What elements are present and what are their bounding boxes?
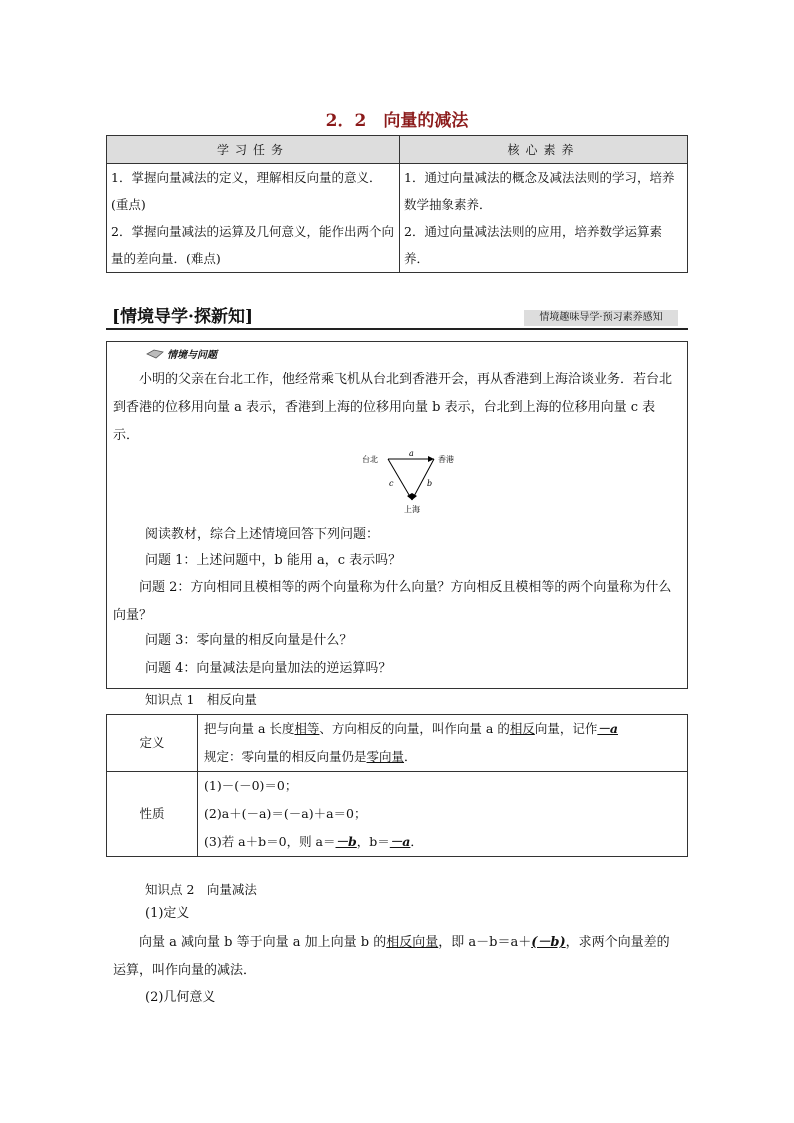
- subtopic-geometric-meaning: (2)几何意义: [145, 990, 216, 1005]
- sub-def-text-e: ，求两个向量差的运算，叫作向量的减法．: [113, 935, 670, 978]
- prop3-text-c: ，b＝: [356, 834, 390, 849]
- property-2: (2)a＋(－a)＝(－a)＋a＝0；: [204, 806, 367, 821]
- opposite-vector-table: [106, 714, 688, 857]
- question-2: 问题 2：方向相同且模相等的两个向量称为什么向量？方向相反且模相等的两个向量称为什么向量？: [113, 580, 672, 623]
- label-taipei: 台北: [362, 455, 378, 464]
- label-vector-b: b: [427, 479, 433, 488]
- triangle-diagram: [360, 450, 470, 514]
- property-3: [204, 828, 681, 856]
- question-3: 问题 3：零向量的相反向量是什么？: [145, 633, 353, 648]
- property-1: (1)－(－0)＝0；: [204, 778, 298, 793]
- scenario-heading-label: 情境与问题: [167, 350, 217, 361]
- section-divider: [106, 328, 688, 330]
- prop3-text-a: (3)若 a＋b＝0，则 a＝: [204, 834, 336, 849]
- def-text-i: ．: [404, 749, 417, 764]
- book-icon: [146, 349, 164, 359]
- def-answer-opposite: 相反: [509, 721, 535, 736]
- sub-def-text-c: ，即 a－b＝a＋: [438, 935, 532, 950]
- task-item-1: 1．掌握向量减法的定义，理解相反向量的意义．(重点): [111, 170, 382, 212]
- def-text-a: 把与向量 a 长度: [204, 721, 295, 736]
- label-vector-c: c: [389, 479, 394, 488]
- prop3-answer-b: －b: [335, 834, 357, 849]
- question-4: 问题 4：向量减法是向量加法的逆运算吗？: [145, 661, 392, 676]
- knowledge-point-1-heading: 知识点 1 相反向量: [145, 692, 257, 707]
- learning-goals-table: [106, 135, 688, 273]
- def-answer-notation: －a: [597, 721, 618, 736]
- definition-line-1: [204, 715, 681, 743]
- sub-def-answer-neg-b: (－b): [531, 935, 566, 950]
- section-heading: [情境导学·探新知]: [112, 307, 254, 327]
- label-vector-a: a: [409, 450, 414, 458]
- definition-label: 定义: [107, 715, 198, 772]
- scenario-prompt: 阅读教材，综合上述情境回答下列问题：: [145, 527, 380, 542]
- goals-header-competencies: 核心素养: [400, 136, 688, 164]
- scenario-heading: [146, 346, 217, 361]
- property-label: 性质: [107, 772, 198, 857]
- task-item-2: 2．掌握向量减法的运算及几何意义，能作出两个向量的差向量．(难点): [111, 224, 394, 266]
- sub-def-answer-opposite: 相反向量: [386, 935, 439, 950]
- page-title: 2．2 向量的减法: [325, 111, 469, 131]
- def-text-c: 、方向相反的向量，叫作向量 a 的: [319, 721, 510, 736]
- goals-competencies-cell: [400, 164, 688, 273]
- prop3-answer-a: －a: [389, 834, 411, 849]
- def-answer-equal: 相等: [294, 721, 320, 736]
- subtraction-definition: [113, 929, 681, 985]
- goals-header-tasks: 学习任务: [107, 136, 400, 164]
- def-text-e: 向量，记作: [534, 721, 598, 736]
- definition-line-2: [204, 743, 681, 771]
- def-text-g: 规定：零向量的相反向量仍是: [204, 749, 367, 764]
- competency-item-2: 2．通过向量减法法则的应用，培养数学运算素养．: [404, 224, 662, 266]
- prop3-text-e: ．: [410, 834, 423, 849]
- subtopic-definition: (1)定义: [145, 906, 190, 921]
- property-cell: [198, 772, 688, 857]
- goals-tasks-cell: [107, 164, 400, 273]
- scenario-intro: 小明的父亲在台北工作，他经常乘飞机从台北到香港开会，再从香港到上海洽谈业务．若台北到香港的位移用向量 a 表示，香港到上海的位移用向量 b 表示，台北到上海的位移用向量 c 表示．: [113, 372, 673, 443]
- competency-item-1: 1．通过向量减法的概念及减法法则的学习，培养数学抽象素养．: [404, 170, 675, 212]
- label-hongkong: 香港: [438, 455, 454, 464]
- section-badge: 情境趣味导学·预习素养感知: [524, 310, 678, 326]
- definition-cell: [198, 715, 688, 772]
- question-1: 问题 1：上述问题中，b 能用 a，c 表示吗？: [145, 553, 402, 568]
- sub-def-text-a: 向量 a 减向量 b 等于向量 a 加上向量 b 的: [139, 935, 387, 950]
- knowledge-point-2-heading: 知识点 2 向量减法: [145, 882, 257, 897]
- label-shanghai: 上海: [404, 505, 420, 514]
- def-answer-zero-vector: 零向量: [366, 749, 405, 764]
